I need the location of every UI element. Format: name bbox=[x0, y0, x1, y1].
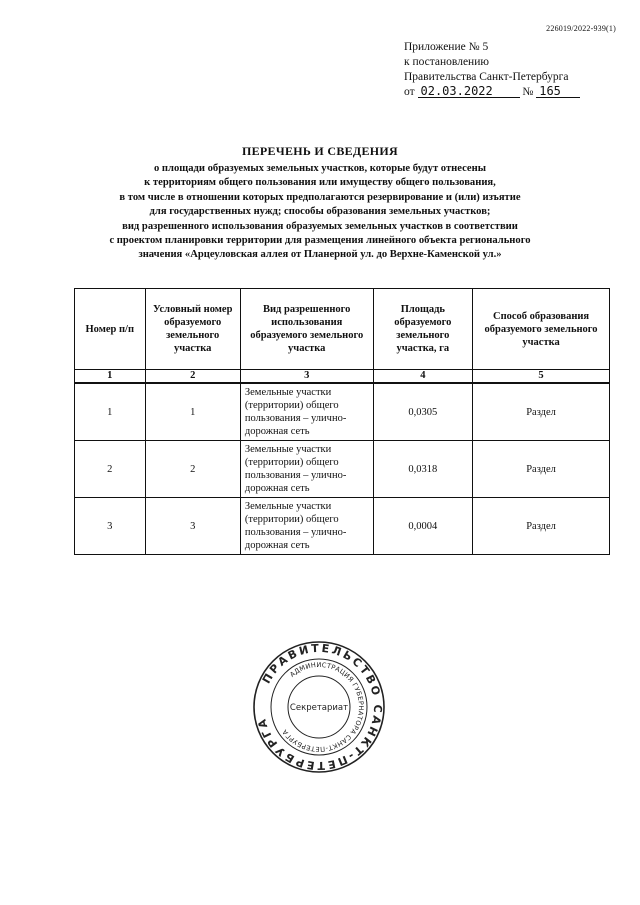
table-header-row bbox=[75, 289, 610, 370]
column-number: 1 bbox=[75, 370, 146, 384]
row-permitted-use: Земельные участки (территории) общего пользования – улично-дорожная сеть bbox=[240, 498, 373, 555]
official-seal bbox=[252, 640, 386, 774]
seal-inner-text: АДМИНИСТРАЦИЯ ГУБЕРНАТОРА САНКТ-ПЕТЕРБУРГА bbox=[280, 660, 366, 754]
row-permitted-use: Земельные участки (территории) общего пользования – улично-дорожная сеть bbox=[240, 441, 373, 498]
table-row bbox=[75, 441, 610, 498]
column-number: 2 bbox=[145, 370, 240, 384]
appendix-block bbox=[404, 40, 580, 100]
document-code: 226019/2022-939(1) bbox=[546, 24, 616, 33]
row-conditional-number: 2 bbox=[145, 441, 240, 498]
column-number: 4 bbox=[373, 370, 473, 384]
heading-line: для государственных нужд; способы образования земельных участков; bbox=[149, 206, 491, 218]
row-formation-method: Раздел bbox=[473, 498, 610, 555]
appendix-date-line bbox=[404, 85, 580, 100]
row-area: 0,0004 bbox=[373, 498, 473, 555]
header-number: Номер п/п bbox=[75, 289, 146, 370]
row-number: 2 bbox=[75, 441, 146, 498]
header-conditional-number: Условный номер образуемого земельного участка bbox=[145, 289, 240, 370]
table-row bbox=[75, 383, 610, 441]
date-prefix: от bbox=[404, 86, 415, 98]
row-area: 0,0318 bbox=[373, 441, 473, 498]
row-conditional-number: 1 bbox=[145, 383, 240, 441]
column-numbers-row bbox=[75, 370, 610, 384]
document-heading bbox=[40, 144, 600, 263]
header-permitted-use: Вид разрешенного использования образуемого земельного участка bbox=[240, 289, 373, 370]
table-row bbox=[75, 498, 610, 555]
heading-line: с проектом планировки территории для размещения линейного объекта регионального bbox=[109, 235, 531, 247]
document-title: ПЕРЕЧЕНЬ И СВЕДЕНИЯ bbox=[241, 144, 399, 158]
row-formation-method: Раздел bbox=[473, 383, 610, 441]
column-number: 3 bbox=[240, 370, 373, 384]
decree-number: 165 bbox=[536, 85, 580, 98]
appendix-line-2: к постановлению bbox=[404, 56, 489, 68]
row-number: 1 bbox=[75, 383, 146, 441]
seal-center-text: Секретариат bbox=[289, 703, 349, 713]
heading-line: значения «Арцеуловская аллея от Планерной ул. до Верхне-Каменской ул.» bbox=[138, 249, 502, 261]
row-formation-method: Раздел bbox=[473, 441, 610, 498]
heading-line: вид разрешенного использования образуемых земельных участков в соответствии bbox=[122, 220, 518, 232]
row-conditional-number: 3 bbox=[145, 498, 240, 555]
appendix-line-3: Правительства Санкт-Петербурга bbox=[404, 71, 569, 83]
heading-line: к территориям общего пользования или имуществу общего пользования, bbox=[144, 177, 496, 189]
land-plots-table bbox=[74, 288, 610, 555]
heading-line: о площади образуемых земельных участков, которые будут отнесены bbox=[153, 163, 487, 174]
row-permitted-use: Земельные участки (территории) общего пользования – улично-дорожная сеть bbox=[240, 383, 373, 441]
row-area: 0,0305 bbox=[373, 383, 473, 441]
row-number: 3 bbox=[75, 498, 146, 555]
decree-date: 02.03.2022 bbox=[418, 85, 520, 98]
number-prefix: № bbox=[522, 86, 534, 98]
header-formation-method: Способ образования образуемого земельного участка bbox=[473, 289, 610, 370]
header-area: Площадь образуемого земельного участка, га bbox=[373, 289, 473, 370]
appendix-line-1: Приложение № 5 bbox=[404, 41, 489, 53]
column-number: 5 bbox=[473, 370, 610, 384]
heading-line: в том числе в отношении которых предполагаются резервирование и (или) изъятие bbox=[119, 191, 521, 203]
seal-outer-text: ПРАВИТЕЛЬСТВО САНКТ-ПЕТЕРБУРГА bbox=[254, 641, 385, 773]
